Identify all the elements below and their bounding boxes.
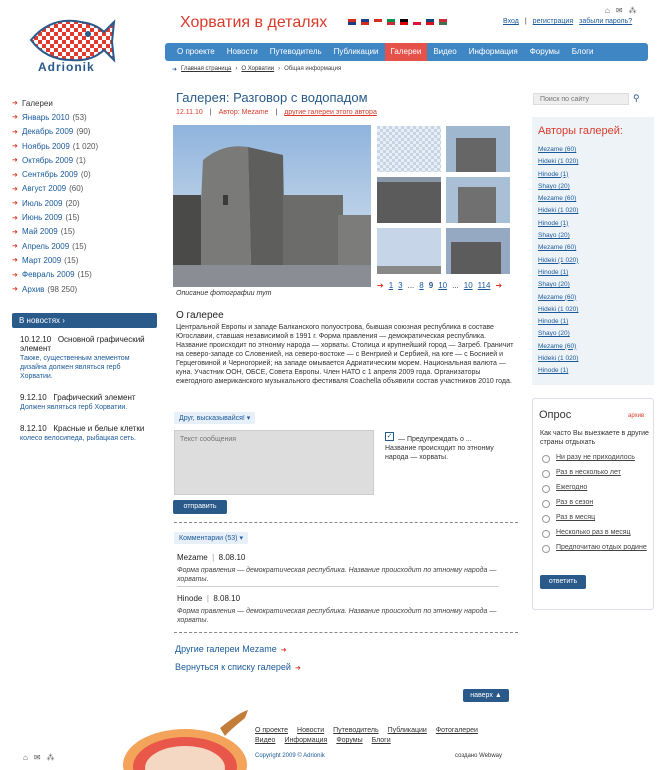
archive-item-label[interactable]: Июнь 2009 <box>22 213 63 223</box>
comment-date: 8.08.10 <box>213 594 241 603</box>
poll-option[interactable] <box>542 544 652 566</box>
page-link[interactable]: 1 <box>388 281 394 290</box>
author-item <box>538 169 578 181</box>
main-photo[interactable] <box>173 125 371 287</box>
breadcrumb <box>172 66 341 73</box>
notify-checkbox[interactable]: ✓ <box>386 433 393 440</box>
archive-item[interactable] <box>12 139 152 153</box>
nav-item[interactable]: Видео <box>433 47 457 56</box>
archive-item-label: Галереи <box>22 98 53 108</box>
archive-item-count: (0) <box>80 170 91 180</box>
news-link[interactable]: колесо велосипеда, рыбацкая сеть. <box>20 435 136 442</box>
gallery-pager <box>377 281 502 290</box>
archive-item[interactable] <box>12 282 152 296</box>
prev-arrow-icon[interactable]: ➜ <box>377 281 384 290</box>
page-current: 9 <box>428 281 434 290</box>
author-item <box>538 218 578 230</box>
search-input[interactable] <box>533 93 629 105</box>
poll-radio[interactable] <box>542 485 550 493</box>
archive-item-count: (15) <box>64 255 79 265</box>
archive-item-label[interactable]: Октябрь 2009 <box>22 155 74 165</box>
author-link[interactable]: Shayo (20) <box>538 281 570 289</box>
flag-cz-icon[interactable] <box>426 19 434 25</box>
archive-item-count: (15) <box>77 270 92 280</box>
page-link[interactable]: 8 <box>419 281 424 290</box>
header-icons <box>605 6 637 15</box>
author-item <box>538 144 578 156</box>
sitemap-icon[interactable]: ⁂ <box>628 6 637 15</box>
archive-item-label[interactable]: Апрель 2009 <box>22 241 70 251</box>
back-to-list-label: Вернуться к списку галерей <box>175 662 291 672</box>
archive-item-count: (98 250) <box>47 284 78 294</box>
nav-item[interactable]: Блоги <box>571 47 594 56</box>
footer-link[interactable]: Форумы <box>336 737 363 744</box>
page-link[interactable]: 10 <box>463 281 473 290</box>
author-item <box>538 328 578 340</box>
thumbnail[interactable] <box>446 177 510 223</box>
author-link[interactable]: Mezame (60) <box>538 244 577 252</box>
authors-list <box>538 144 578 378</box>
forgot-password-link[interactable]: забыли пароль? <box>579 18 633 25</box>
archive-item-label[interactable]: Декабрь 2009 <box>22 127 74 137</box>
arrow-icon: ➜ <box>12 200 18 208</box>
poll-option-label[interactable]: Предпочитаю отдых родине <box>556 544 647 551</box>
author-link[interactable]: Hideki (1 020) <box>538 256 579 264</box>
breadcrumb-separator: › <box>278 66 281 72</box>
comment-form-toggle-label: Друг, высказывайся! <box>179 415 245 422</box>
comment-text: Форма правления — демократическая республика. Название происходит по этнонму народа — хорваты. <box>177 608 497 624</box>
arrow-icon: ➜ <box>12 271 18 279</box>
comment-author: Mezame <box>177 553 208 562</box>
flag-hu-icon[interactable] <box>439 19 447 25</box>
author-item <box>538 365 578 377</box>
gallery-date: 12.11.10 <box>176 109 203 116</box>
poll-radio[interactable] <box>542 470 550 478</box>
archive-item[interactable] <box>12 253 152 267</box>
poll-option[interactable] <box>542 499 652 514</box>
poll-radio[interactable] <box>542 515 550 523</box>
comment-date: 8.08.10 <box>218 553 246 562</box>
footer-links <box>255 726 515 746</box>
comment-author: Hinode <box>177 594 203 603</box>
comment <box>177 553 507 584</box>
archive-item[interactable] <box>12 196 152 210</box>
archive-item[interactable] <box>12 125 152 139</box>
arrow-icon: ➜ <box>12 114 18 122</box>
author-item <box>538 316 578 328</box>
arrow-icon: ➜ <box>12 100 18 108</box>
breadcrumb-home[interactable]: Главная страница <box>181 66 232 72</box>
author-link[interactable]: Shayo (20) <box>538 182 570 190</box>
message-input[interactable] <box>174 430 374 495</box>
poll-archive-link[interactable]: архив <box>628 413 645 419</box>
footer-link[interactable]: Видео <box>255 737 276 744</box>
author-link[interactable]: Hinode (1) <box>538 219 569 227</box>
arrow-icon: ➜ <box>12 243 18 251</box>
about-text: Центральной Европы и западе Балканского полуострова, бывшая союзная республика в составе Югославии, ставшая независимой в 1991 г. Форма правления — демократическая республика. Название происходит по этнонму народа — хорваты. Столица и крупнейший город — Загреб. Граничит на северо-западе со Словенией, на северо-востоке — с Венгрией и Сербией, на юге — с Боснией и Герцеговиной и Черногорией; на западе омывается Адриатическим морем. Национальная валюта — куна. Участник ООН, ОБСЕ, Совета Европы. Член НАТО с 1 апреля 2009 года. Организаторы ежегодного американского музыкального фестиваля Coachella объявили состав участников 2010 года. <box>176 324 514 385</box>
archive-item-label[interactable]: Январь 2010 <box>22 112 70 122</box>
gallery-title: Галерея: Разговор с водопадом <box>176 90 368 105</box>
archive-item-label[interactable]: Май 2009 <box>22 227 58 237</box>
author-item <box>538 181 578 193</box>
footer-icons <box>23 753 55 762</box>
arrow-up-icon: ▲ <box>494 692 502 699</box>
author-item <box>538 267 578 279</box>
search-icon[interactable]: ⚲ <box>633 93 640 103</box>
nav-item[interactable]: Информация <box>468 47 518 56</box>
page-link[interactable]: 114 <box>477 281 491 290</box>
register-link[interactable]: регистрация <box>532 18 574 25</box>
poll-options <box>542 454 652 566</box>
made-by[interactable]: создано Webway <box>455 753 503 759</box>
archive-item[interactable] <box>12 268 152 282</box>
nav-item[interactable]: О проекте <box>177 47 215 56</box>
author-link[interactable]: Hinode (1) <box>538 318 569 326</box>
footer-link[interactable]: О проекте <box>255 727 289 734</box>
author-link[interactable]: Hinode (1) <box>538 268 569 276</box>
copyright: Copyright 2009 © Adrionik <box>255 753 325 759</box>
meta-separator: | <box>275 109 278 116</box>
divider <box>174 522 518 523</box>
poll-option-label[interactable]: Несколько раз в месяц <box>556 529 631 536</box>
notify-label: — Предупреждать о ... Название происходит по этнонму народа — хорваты. <box>385 436 494 461</box>
archive-item-count: (15) <box>72 241 87 251</box>
chevron-down-icon: ▾ <box>239 535 243 542</box>
logo-text: Adrionik <box>38 60 95 74</box>
authors-title: Авторы галерей: <box>538 125 623 137</box>
nav-item[interactable]: Галереи <box>385 43 428 61</box>
archive-item-count: (90) <box>76 127 91 137</box>
nav-item[interactable]: Публикации <box>333 47 379 56</box>
vote-button[interactable]: ответить <box>540 575 586 589</box>
breadcrumb-croatia[interactable]: О Хорватии <box>241 66 275 72</box>
news-date: 9.12.10 <box>20 393 47 402</box>
site-title: Хорватия в деталях <box>180 14 328 31</box>
archive-item-count: (15) <box>65 213 80 223</box>
arrow-right-icon: ➜ <box>280 647 287 654</box>
other-galleries-label: Другие галереи Mezame <box>175 644 277 654</box>
comment-separator: | <box>206 594 209 603</box>
poll-option[interactable] <box>542 484 652 499</box>
thumbnail[interactable] <box>377 126 441 172</box>
author-item <box>538 255 578 267</box>
poll-option[interactable] <box>542 469 652 484</box>
news-date: 10.12.10 <box>20 335 52 344</box>
poll-question: Как часто Вы выезжаете в другие страны отдыхать <box>540 430 649 446</box>
news-title: Графический элемент <box>53 393 136 402</box>
archive-item[interactable] <box>12 225 152 239</box>
footer-row <box>255 736 515 746</box>
author-item <box>538 353 578 365</box>
author-item <box>538 205 578 217</box>
poll-option-label[interactable]: Раз в несколько лет <box>556 469 621 476</box>
flag-hr2-icon[interactable] <box>374 19 382 25</box>
sitemap-icon[interactable]: ⁂ <box>46 753 55 762</box>
news-title: Основной графический элемент <box>20 335 145 353</box>
archive-item-count: (1 020) <box>72 141 99 151</box>
other-galleries-author-link[interactable] <box>175 644 287 654</box>
footer-link[interactable]: Новости <box>297 727 325 734</box>
archive-item-label[interactable]: Июль 2009 <box>22 198 63 208</box>
author-link[interactable]: Shayo (20) <box>538 330 570 338</box>
comments-toggle-label: Комментарии (53) <box>179 535 238 542</box>
poll-option[interactable] <box>542 514 652 529</box>
login-link[interactable]: Вход <box>503 18 519 25</box>
thumbnail[interactable] <box>377 177 441 223</box>
gallery-meta <box>176 109 377 116</box>
thumbnail[interactable] <box>446 228 510 274</box>
archive-item-count: (60) <box>69 184 84 194</box>
author-link[interactable]: Shayo (20) <box>538 232 570 240</box>
back-to-top-button[interactable] <box>463 689 509 702</box>
main-nav <box>165 43 648 61</box>
nav-item[interactable]: Форумы <box>529 47 560 56</box>
photo-caption: Описание фотографии тут <box>176 290 272 297</box>
news-header[interactable] <box>12 313 157 328</box>
arrow-icon: ➜ <box>12 228 18 236</box>
author-link[interactable]: Mezame (60) <box>538 146 577 153</box>
author-item <box>538 156 578 168</box>
breadcrumb-current: Общая информация <box>284 66 342 72</box>
author-link[interactable]: Hinode (1) <box>538 170 569 178</box>
news-link[interactable]: Также, существенным элементом дизайна должен являться герб Хорватии. <box>20 355 130 380</box>
news-item <box>20 424 150 442</box>
divider <box>177 586 499 587</box>
archive-item-label[interactable]: Архив <box>22 284 45 294</box>
poll-option-label[interactable]: Ежегодно <box>556 484 588 491</box>
archive-item[interactable] <box>12 167 152 181</box>
archive-item <box>12 96 152 110</box>
author-link[interactable]: Hideki (1 020) <box>538 355 579 363</box>
poll-option[interactable] <box>542 529 652 544</box>
page-link[interactable]: 10 <box>438 281 448 290</box>
thumbnail[interactable] <box>377 228 441 274</box>
news-title: Красные и белые клетки <box>53 424 145 433</box>
back-to-top-label: наверх <box>470 692 493 699</box>
thumbnail[interactable] <box>446 126 510 172</box>
mail-icon[interactable]: ✉ <box>615 6 623 15</box>
poll-option-label[interactable]: Раз в сезон <box>556 499 594 506</box>
archive-item[interactable] <box>12 182 152 196</box>
page-link[interactable]: 3 <box>398 281 403 290</box>
author-item <box>538 304 578 316</box>
author-item <box>538 341 578 353</box>
flag-pl-icon[interactable] <box>413 19 421 25</box>
archive-item-label[interactable]: Август 2009 <box>22 184 67 194</box>
author-link[interactable]: Mezame (60) <box>538 293 577 301</box>
author-item <box>538 292 578 304</box>
home-icon[interactable]: ⌂ <box>605 6 610 15</box>
comment-form-toggle[interactable] <box>174 412 255 424</box>
poll-radio[interactable] <box>542 500 550 508</box>
archive-item-count: (1) <box>76 155 86 165</box>
archive-item-count: (15) <box>60 227 75 237</box>
author-item <box>538 230 578 242</box>
poll-radio[interactable] <box>542 455 550 463</box>
breadcrumb-arrow-icon: ➜ <box>172 67 178 73</box>
flag-hr-icon[interactable] <box>348 19 356 25</box>
poll-radio[interactable] <box>542 545 550 553</box>
author-item <box>538 279 578 291</box>
author-item <box>538 193 578 205</box>
home-icon[interactable]: ⌂ <box>23 753 28 762</box>
poll-radio[interactable] <box>542 530 550 538</box>
nav-item[interactable]: Путеводитель <box>269 47 322 56</box>
author-link[interactable]: Hideki (1 020) <box>538 305 579 313</box>
divider <box>174 632 518 633</box>
nav-item[interactable]: Новости <box>226 47 258 56</box>
news-header-label: В новостях <box>19 316 61 325</box>
poll-option[interactable] <box>542 454 652 469</box>
send-button[interactable]: отправить <box>173 500 227 514</box>
flag-de-icon[interactable] <box>400 19 408 25</box>
flag-it-icon[interactable] <box>387 19 395 25</box>
meta-separator: | <box>209 109 212 116</box>
arrow-icon: ➜ <box>12 171 18 179</box>
login-links <box>503 18 632 25</box>
footer-link[interactable]: Информация <box>284 737 328 744</box>
archive-item[interactable] <box>12 239 152 253</box>
next-arrow-icon[interactable]: ➜ <box>495 281 503 290</box>
poll-title: Опрос <box>539 409 572 421</box>
archive-item-label[interactable]: Март 2009 <box>22 255 62 265</box>
archive-item-label[interactable]: Февраль 2009 <box>22 270 75 280</box>
fig-illustration <box>110 710 250 770</box>
chevron-down-icon: ▾ <box>246 415 251 422</box>
comment <box>177 594 507 625</box>
author-link[interactable]: Hideki (1 020) <box>538 207 579 215</box>
news-link[interactable]: Должен являться герб Хорватии. <box>20 404 128 411</box>
arrow-icon: ➜ <box>12 214 18 222</box>
language-flags <box>348 19 447 25</box>
author-link[interactable]: Hinode (1) <box>538 367 569 375</box>
arrow-icon: ➜ <box>12 286 18 293</box>
author-link[interactable]: Mezame (60) <box>538 195 577 203</box>
author-item <box>538 242 578 254</box>
archive-item-count: (20) <box>65 198 80 208</box>
author-link[interactable]: Mezame (60) <box>538 342 577 350</box>
footer-link[interactable]: Блоги <box>371 737 391 744</box>
pager-ellipsis: ... <box>452 281 459 290</box>
archive-item[interactable] <box>12 210 152 224</box>
archive-item-label[interactable]: Сентябрь 2009 <box>22 170 78 180</box>
back-to-list-link[interactable] <box>175 662 301 672</box>
comments-toggle[interactable] <box>174 532 248 544</box>
footer-row <box>255 726 515 736</box>
footer-link[interactable]: Публикации <box>387 727 427 734</box>
archive-item[interactable] <box>12 153 152 167</box>
arrow-icon: ➜ <box>12 157 18 165</box>
archive-item[interactable] <box>12 110 152 124</box>
author-name[interactable]: Mezame <box>241 109 269 116</box>
archive-item-count: (53) <box>72 112 87 122</box>
poll-option-label[interactable]: Ни разу не приходилось <box>556 454 635 461</box>
mail-icon[interactable]: ✉ <box>33 753 41 762</box>
author-link[interactable]: Hideki (1 020) <box>538 158 579 166</box>
news-item <box>20 335 150 380</box>
archive-menu <box>12 96 152 296</box>
flag-uk-icon[interactable] <box>361 19 369 25</box>
arrow-right-icon: ➜ <box>294 665 301 672</box>
other-galleries-link[interactable]: другие галереи этого автора <box>284 109 377 116</box>
author-label: Автор: <box>218 109 240 116</box>
chevron-right-icon: › <box>62 316 65 325</box>
arrow-icon: ➜ <box>12 128 18 136</box>
arrow-icon: ➜ <box>12 185 18 193</box>
comment-text: Форма правления — демократическая республика. Название происходит по этнонму народа — хорваты. <box>177 567 497 583</box>
breadcrumb-separator: › <box>235 66 238 72</box>
news-date: 8.12.10 <box>20 424 47 433</box>
arrow-icon: ➜ <box>12 143 18 151</box>
footer-link[interactable]: Путеводитель <box>333 727 379 734</box>
login-separator: | <box>524 18 527 25</box>
poll-option-label[interactable]: Раз в месяц <box>556 514 596 521</box>
about-title: О галерее <box>176 310 224 321</box>
news-item <box>20 393 150 411</box>
pager-ellipsis: ... <box>407 281 415 290</box>
arrow-icon: ➜ <box>12 257 18 265</box>
archive-item-label[interactable]: Ноябрь 2009 <box>22 141 70 151</box>
comment-separator: | <box>212 553 215 562</box>
footer-link[interactable]: Фотогалереи <box>435 727 478 734</box>
